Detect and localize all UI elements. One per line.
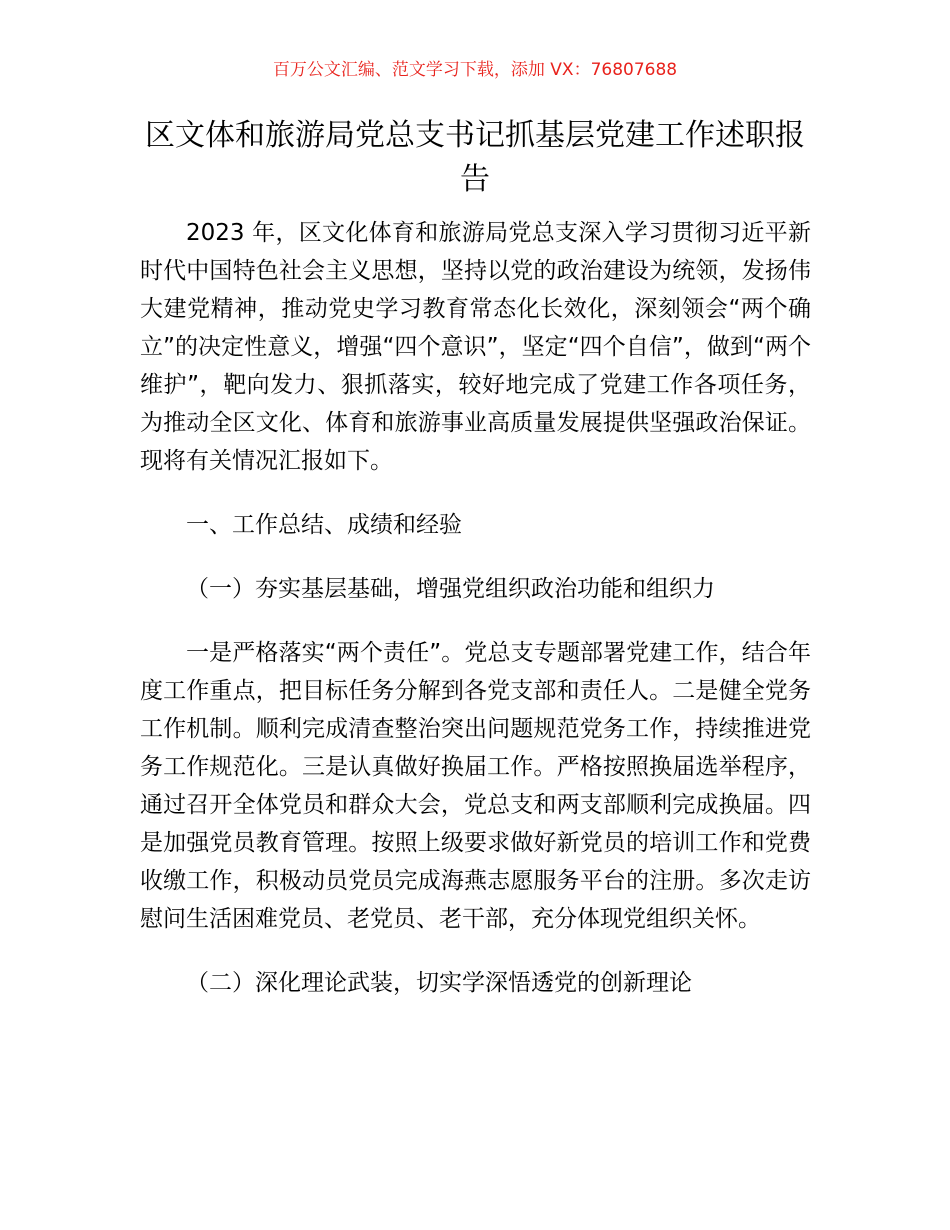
section-heading-1: 一、工作总结、成绩和经验 bbox=[186, 512, 462, 538]
intro-paragraph: 2023 年，区文化体育和旅游局党总支深入学习贯彻习近平新时代中国特色社会主义思想，坚持以党的政治建设为统领，发扬伟大建党精神，推动党史学习教育常态化长效化，深刻领会“两个确立”的决定性意义，增强“四个意识”，坚定“四个自信”，做到“两个维护”，靶向发力、狠抓落实，较好地完成了党建工作各项任务，为推动全区文化、体育和旅游事业高质量发展提供坚强政治保证。现将有关情况汇报如下。 bbox=[140, 220, 811, 474]
subsection-heading-2: （二）深化理论武装，切实学深悟透党的创新理论 bbox=[186, 970, 692, 996]
subsection-heading-1: （一）夯实基层基础，增强党组织政治功能和组织力 bbox=[186, 576, 715, 602]
document-title: 区文体和旅游局党总支书记抓基层党建工作述职报告 bbox=[145, 118, 805, 197]
watermark-banner: 百万公文汇编、范文学习下载，添加 VX：76807688 bbox=[272, 60, 678, 80]
subsection-1-paragraph: 一是严格落实“两个责任”。党总支专题部署党建工作，结合年度工作重点，把目标任务分解到各党支部和责任人。二是健全党务工作机制。顺利完成清查整治突出问题规范党务工作，持续推进党务工作规范化。三是认真做好换届工作。严格按照换届选举程序，通过召开全体党员和群众大会，党总支和两支部顺利完成换届。四是加强党员教育管理。按照上级要求做好新党员的培训工作和党费收缴工作，积极动员党员完成海燕志愿服务平台的注册。多次走访慰问生活困难党员、老党员、老干部，充分体现党组织关怀。 bbox=[140, 640, 811, 932]
document-body bbox=[140, 214, 811, 1028]
